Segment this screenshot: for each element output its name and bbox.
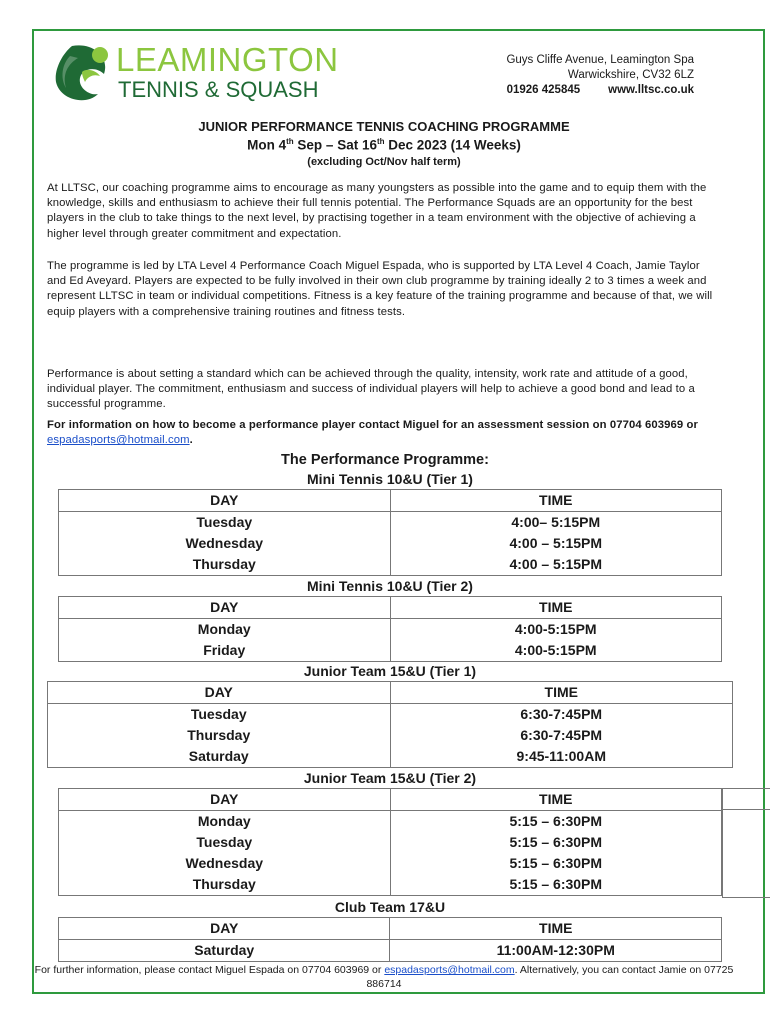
footer-contact: For further information, please contact Miguel Espada on 07704 603969 or espadasports@hotmail.com. Alternatively, you can contact Jamie on 07725 886714 <box>34 964 734 990</box>
logo-text-leamington: LEAMINGTON <box>116 41 339 78</box>
club-address <box>506 53 694 98</box>
tennis-ball-logo-icon <box>52 44 114 104</box>
time-header: TIME <box>390 597 722 619</box>
day-cell: Thursday <box>59 874 391 896</box>
intro-paragraph: At LLTSC, our coaching programme aims to encourage as many youngsters as possible into the game and to equip them with the knowledge, skills and enthusiasm to achieve their full tennis potential. The Performance Squads are an opportunity for the best players in the club to take things to the next level, by practising together in a team environment with the objective of achieving a higher level through greater commitment and expectation. <box>47 182 707 240</box>
day-cell: Saturday <box>59 940 390 962</box>
time-cell: 5:15 – 6:30PM <box>390 874 721 896</box>
time-header: TIME <box>390 682 733 704</box>
table-extra-cell <box>722 810 770 898</box>
day-cell: Thursday <box>59 554 391 576</box>
time-cell: 9:45-11:00AM <box>390 746 733 768</box>
section-title: Mini Tennis 10&U (Tier 1) <box>307 471 473 487</box>
time-cell: 5:15 – 6:30PM <box>390 811 721 833</box>
programme-note: (excluding Oct/Nov half term) <box>307 156 461 168</box>
schedule-table <box>58 917 722 962</box>
section-title: Junior Team 15&U (Tier 2) <box>303 770 477 786</box>
time-header: TIME <box>390 490 721 512</box>
table-extra-cell <box>722 788 770 810</box>
time-cell: 4:00– 5:15PM <box>390 512 721 534</box>
day-cell: Wednesday <box>59 533 391 554</box>
section-title: Junior Team 15&U (Tier 1) <box>303 663 477 679</box>
time-cell: 4:00 – 5:15PM <box>390 554 721 576</box>
time-cell: 6:30-7:45PM <box>390 704 733 726</box>
phone-number: 01926 425845 <box>506 84 581 96</box>
club-logo <box>52 41 352 104</box>
day-cell: Wednesday <box>59 853 391 874</box>
contact-paragraph: For information on how to become a performance player contact Miguel for an assessment session on 07704 603969 or espadasports@hotmail.com. <box>47 419 699 447</box>
time-header: TIME <box>390 789 721 811</box>
time-cell: 11:00AM-12:30PM <box>390 940 722 962</box>
schedule-table <box>58 596 722 662</box>
day-cell: Friday <box>59 640 391 662</box>
footer-email-link[interactable]: espadasports@hotmail.com <box>384 964 515 976</box>
day-cell: Tuesday <box>48 704 391 726</box>
time-cell: 5:15 – 6:30PM <box>390 832 721 853</box>
schedule-table <box>47 681 733 768</box>
time-cell: 4:00 – 5:15PM <box>390 533 721 554</box>
day-header: DAY <box>59 789 391 811</box>
address-line-2: Warwickshire, CV32 6LZ <box>567 69 694 81</box>
address-line-1: Guys Cliffe Avenue, Leamington Spa <box>506 54 694 66</box>
day-cell: Tuesday <box>59 512 391 534</box>
time-cell: 4:00-5:15PM <box>390 619 722 641</box>
time-cell: 5:15 – 6:30PM <box>390 853 721 874</box>
day-header: DAY <box>59 490 391 512</box>
contact-line <box>506 83 694 98</box>
day-header: DAY <box>48 682 391 704</box>
day-cell: Monday <box>59 619 391 641</box>
logo-text-tennis-squash: TENNIS & SQUASH <box>118 77 319 102</box>
day-cell: Tuesday <box>59 832 391 853</box>
time-cell: 6:30-7:45PM <box>390 725 733 746</box>
coaches-paragraph: The programme is led by LTA Level 4 Performance Coach Miguel Espada, who is supported by LTA Level 4 Coach, Jamie Taylor and Ed Aveyard. Players are expected to be fully involved in their own club programme by training ideally 2 to 3 times a week and represent LLTSC in team or individual competitions. Fitness is a key feature of the training programme and because of that, we will equip players with a comprehensive training routines and fitness tests. <box>47 260 713 318</box>
website-link[interactable]: www.lltsc.co.uk <box>608 84 694 96</box>
section-title: Club Team 17&U <box>334 899 446 915</box>
day-cell: Thursday <box>48 725 391 746</box>
performance-programme-heading: The Performance Programme: <box>281 452 489 468</box>
day-header: DAY <box>59 918 390 940</box>
schedule-table <box>58 489 722 576</box>
day-cell: Monday <box>59 811 391 833</box>
day-header: DAY <box>59 597 391 619</box>
day-cell: Saturday <box>48 746 391 768</box>
section-title: Mini Tennis 10&U (Tier 2) <box>307 578 473 594</box>
time-cell: 4:00-5:15PM <box>390 640 722 662</box>
time-header: TIME <box>390 918 722 940</box>
programme-title: JUNIOR PERFORMANCE TENNIS COACHING PROGRAMME <box>198 119 570 134</box>
performance-paragraph: Performance is about setting a standard which can be achieved through the quality, intensity, work rate and attitude of a good, individual player. The commitment, enthusiasm and success of individual players will help to achieve a good bond and lead to a successful programme. <box>47 368 695 411</box>
schedule-table <box>58 788 722 896</box>
programme-dates: Mon 4th Sep – Sat 16th Dec 2023 (14 Weeks) <box>247 137 521 153</box>
email-link[interactable]: espadasports@hotmail.com <box>47 434 190 447</box>
